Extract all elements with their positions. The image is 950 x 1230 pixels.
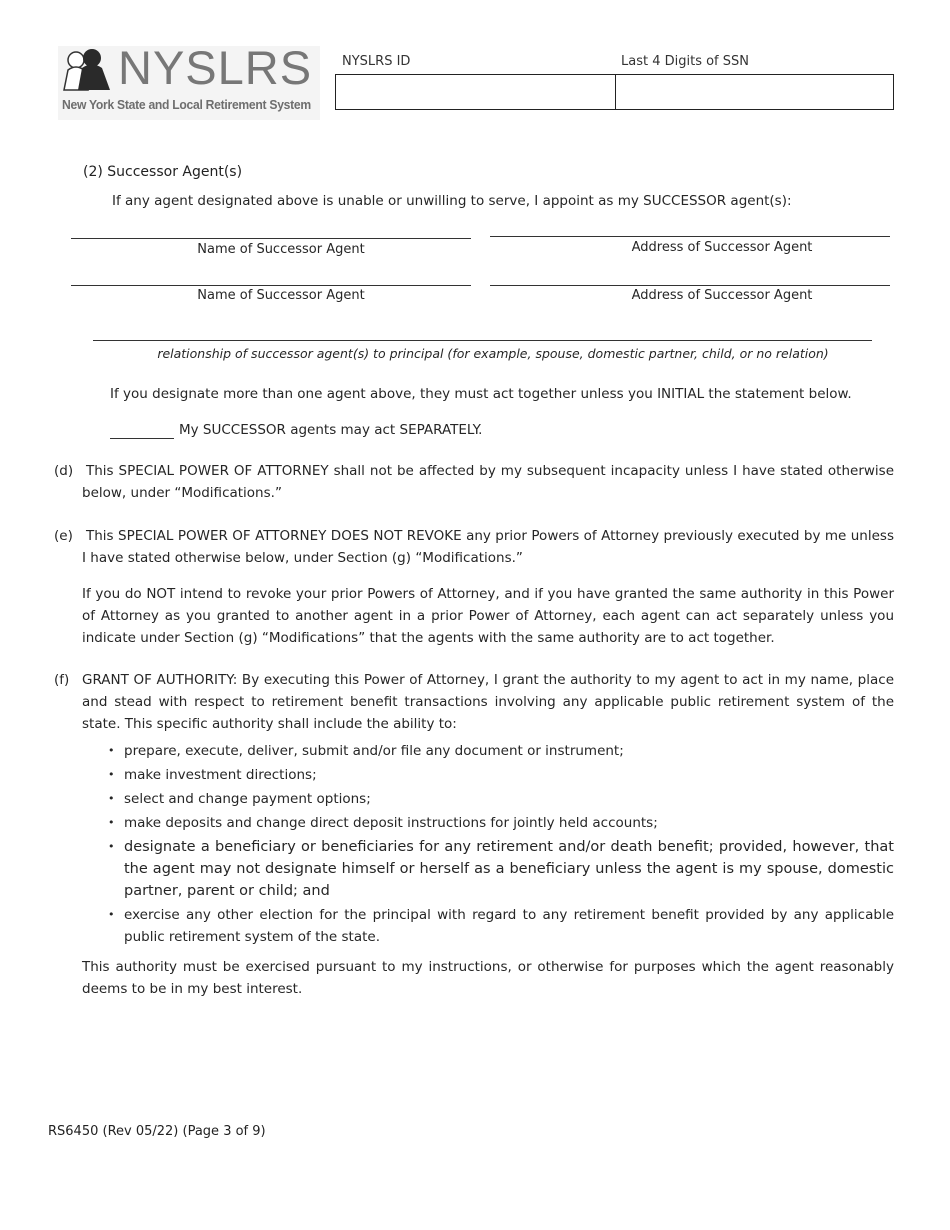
successor-name-line-2[interactable]: [71, 285, 471, 286]
logo-subtitle: New York State and Local Retirement System: [62, 97, 311, 112]
successor-address-line-1[interactable]: [490, 236, 890, 237]
successor-address-line-2[interactable]: [490, 285, 890, 286]
section-e-note: If you do NOT intend to revoke your prior Powers of Attorney, and if you have granted the same authority in this Power of Attorney as you granted to another agent in a prior Power of Attorney, each agent can act separately unless you indicate under Section (g) “Modifications” that the agents with the same authority are to act together.: [82, 586, 894, 646]
section-e-text: This SPECIAL POWER OF ATTORNEY DOES NOT REVOKE any prior Powers of Attorney previously executed by me unless I have stated otherwise below, under Section (g) “Modifications.”: [82, 528, 894, 566]
nyslrs-id-label: NYSLRS ID: [342, 54, 411, 69]
authority-item: • exercise any other election for the principal with regard to any retirement benefit provided by any applicable public retirement system of the state.: [106, 904, 894, 948]
authority-item: • make investment directions;: [106, 764, 894, 786]
authority-item: • select and change payment options;: [106, 788, 894, 810]
relationship-label: relationship of successor agent(s) to principal (for example, spouse, domestic partner, child, or no relation): [157, 346, 829, 361]
section-f-text: GRANT OF AUTHORITY: By executing this Power of Attorney, I grant the authority to my agent to act in my name, place and stead with respect to retirement benefit transactions involving any applicable public retirement system of the state. This specific authority shall include the ability to:: [82, 672, 894, 732]
act-together-note: If you designate more than one agent above, they must act together unless you INITIAL the statement below.: [110, 386, 852, 402]
separately-statement: My SUCCESSOR agents may act SEPARATELY.: [179, 422, 483, 438]
successor-name-label-2: Name of Successor Agent: [197, 288, 365, 303]
successor-name-label-1: Name of Successor Agent: [197, 242, 365, 257]
form-id-footer: RS6450 (Rev 05/22) (Page 3 of 9): [48, 1124, 266, 1139]
section-f-closing: This authority must be exercised pursuant to my instructions, or otherwise for purposes which the agent reasonably deems to be in my best interest.: [82, 959, 894, 997]
successor-name-line-1[interactable]: [71, 238, 471, 239]
successor-intro: If any agent designated above is unable or unwilling to serve, I appoint as my SUCCESSOR agent(s):: [112, 193, 792, 209]
ssn-field[interactable]: [616, 75, 893, 109]
ssn-label: Last 4 Digits of SSN: [621, 54, 749, 69]
authority-item: • designate a beneficiary or beneficiaries for any retirement and/or death benefit; provided, however, that the agent may not designate himself or herself as a beneficiary unless the agent is my spouse, domestic partner, parent or child; and: [106, 836, 894, 902]
successor-section-title: (2) Successor Agent(s): [83, 164, 243, 180]
section-d-text: This SPECIAL POWER OF ATTORNEY shall not be affected by my subsequent incapacity unless I have stated otherwise below, under “Modifications.”: [82, 463, 894, 501]
section-e-letter: (e): [54, 528, 73, 544]
successor-address-label-1: Address of Successor Agent: [631, 240, 813, 255]
successor-address-label-2: Address of Successor Agent: [631, 288, 813, 303]
initials-line[interactable]: [110, 438, 174, 439]
id-fields-box: [335, 74, 894, 110]
authority-item: • prepare, execute, deliver, submit and/or file any document or instrument;: [106, 740, 894, 762]
authority-item: • make deposits and change direct deposit instructions for jointly held accounts;: [106, 812, 894, 834]
nyslrs-id-field[interactable]: [336, 75, 616, 109]
logo-wordmark: NYSLRS: [118, 41, 313, 94]
section-d-letter: (d): [54, 463, 74, 479]
section-f-letter: (f): [54, 672, 70, 688]
authority-list: [106, 740, 894, 950]
relationship-line[interactable]: [93, 340, 872, 341]
